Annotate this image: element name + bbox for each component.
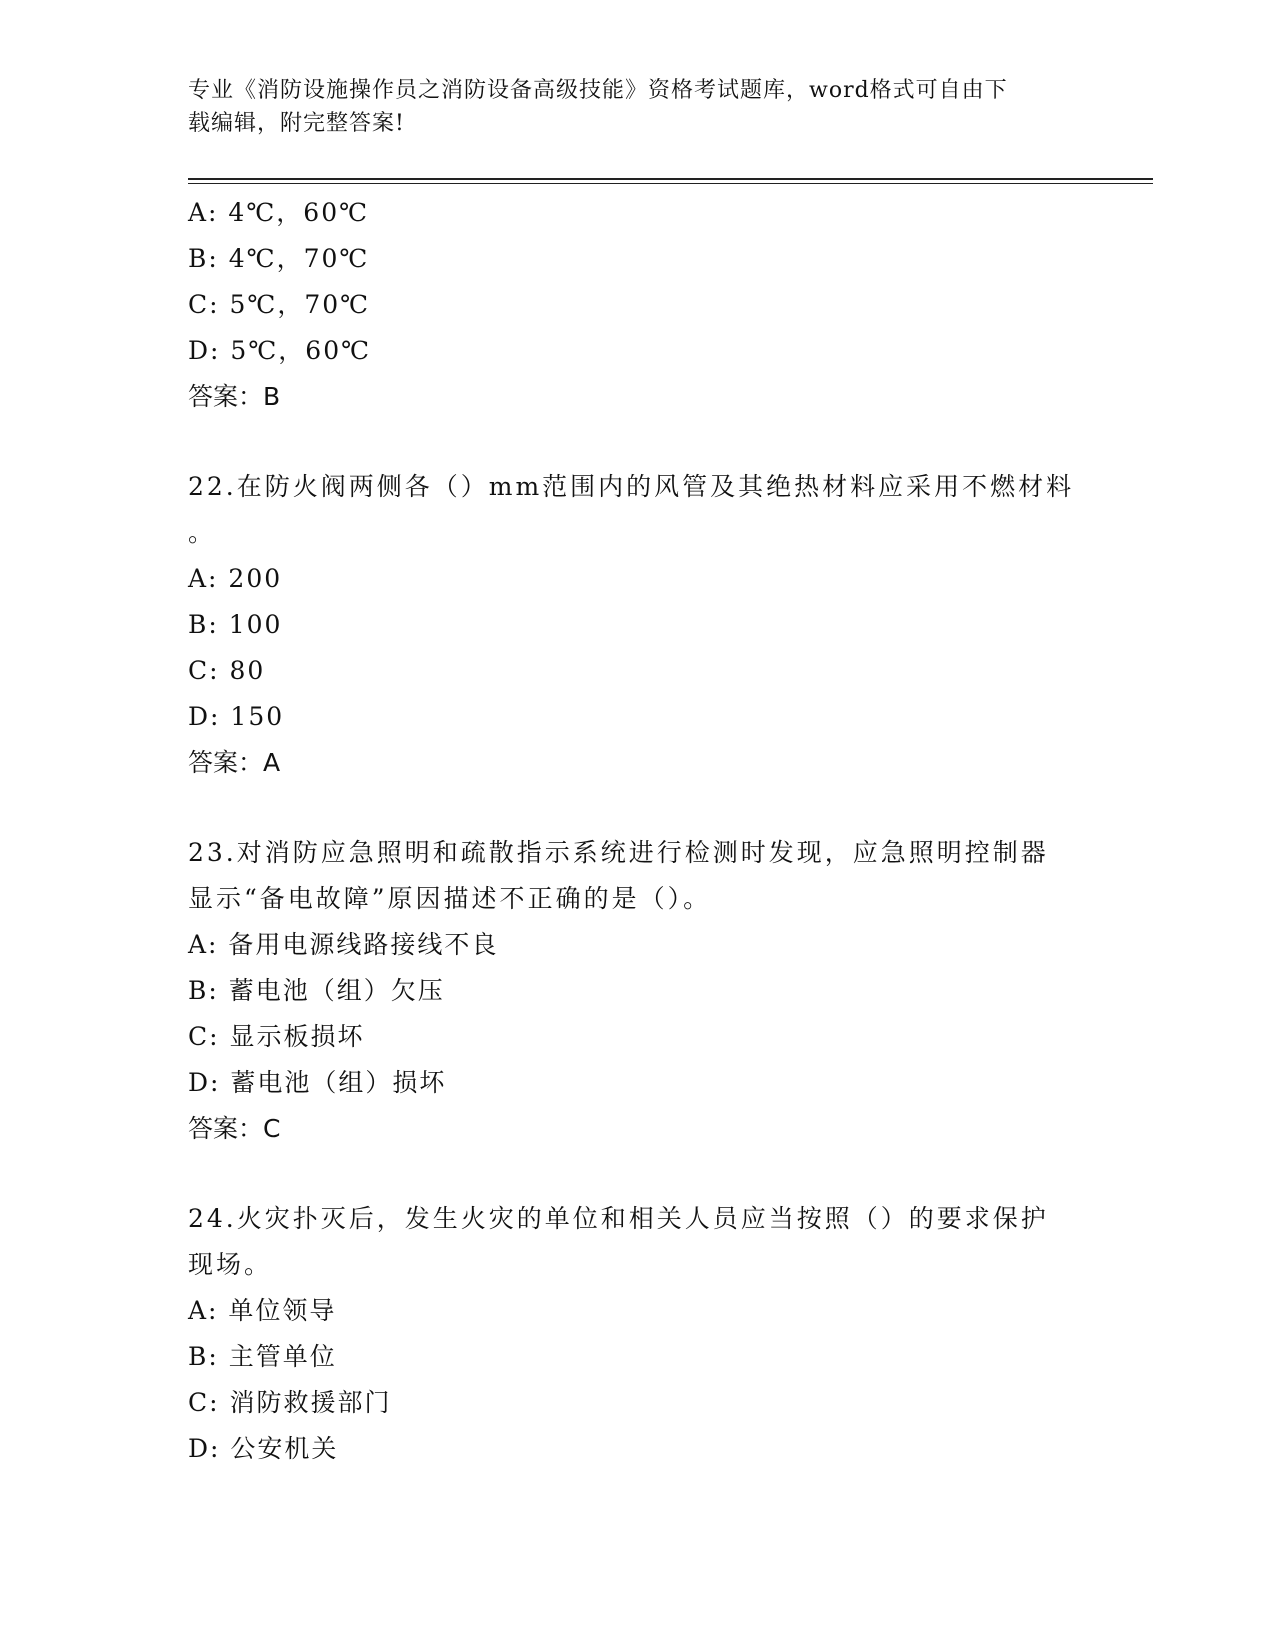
- option-c: C: 5℃，70℃: [188, 290, 371, 319]
- option-a: A: 单位领导: [188, 1296, 337, 1325]
- option-c: C: 80: [188, 656, 266, 685]
- option-d: D: 公安机关: [188, 1434, 339, 1463]
- option-d: D: 蓄电池（组）损坏: [188, 1068, 447, 1097]
- option-c: C: 消防救援部门: [188, 1388, 392, 1417]
- question-text-line-1: 22.在防火阀两侧各（）mm范围内的风管及其绝热材料应采用不燃材料: [188, 472, 1075, 501]
- option-b: B: 100: [188, 610, 283, 639]
- option-d: D: 150: [188, 702, 285, 731]
- option-a: A: 4℃，60℃: [188, 198, 370, 227]
- question-text-line-2: 。: [188, 518, 217, 547]
- header-line-1: 专业《消防设施操作员之消防设备高级技能》资格考试题库，word格式可自由下: [188, 78, 1008, 103]
- header-divider-thin: [188, 183, 1153, 184]
- question-text-line-1: 23.对消防应急照明和疏散指示系统进行检测时发现，应急照明控制器: [188, 838, 1049, 867]
- question-22: [188, 464, 1088, 786]
- option-b: B: 4℃，70℃: [188, 244, 370, 273]
- question-23: [188, 830, 1088, 1152]
- header-line-2: 载编辑，附完整答案!: [188, 111, 405, 136]
- option-c: C: 显示板损坏: [188, 1022, 365, 1051]
- answer: 答案：C: [188, 1114, 281, 1143]
- header-divider-thick: [188, 178, 1153, 180]
- question-text-line-1: 24.火灾扑灭后，发生火灾的单位和相关人员应当按照（）的要求保护: [188, 1204, 1049, 1233]
- answer: 答案：A: [188, 748, 281, 777]
- question-text-line-2: 显示“备电故障”原因描述不正确的是（）。: [188, 884, 712, 913]
- option-b: B: 主管单位: [188, 1342, 337, 1371]
- question-24: [188, 1196, 1088, 1472]
- option-a: A: 备用电源线路接线不良: [188, 930, 499, 959]
- question-21: [188, 190, 1088, 420]
- question-content: [188, 190, 1088, 1472]
- question-text-line-2: 现场。: [188, 1250, 273, 1279]
- option-a: A: 200: [188, 564, 283, 593]
- option-b: B: 蓄电池（组）欠压: [188, 976, 445, 1005]
- answer: 答案：B: [188, 382, 281, 411]
- document-header: [188, 74, 1068, 140]
- option-d: D: 5℃，60℃: [188, 336, 372, 365]
